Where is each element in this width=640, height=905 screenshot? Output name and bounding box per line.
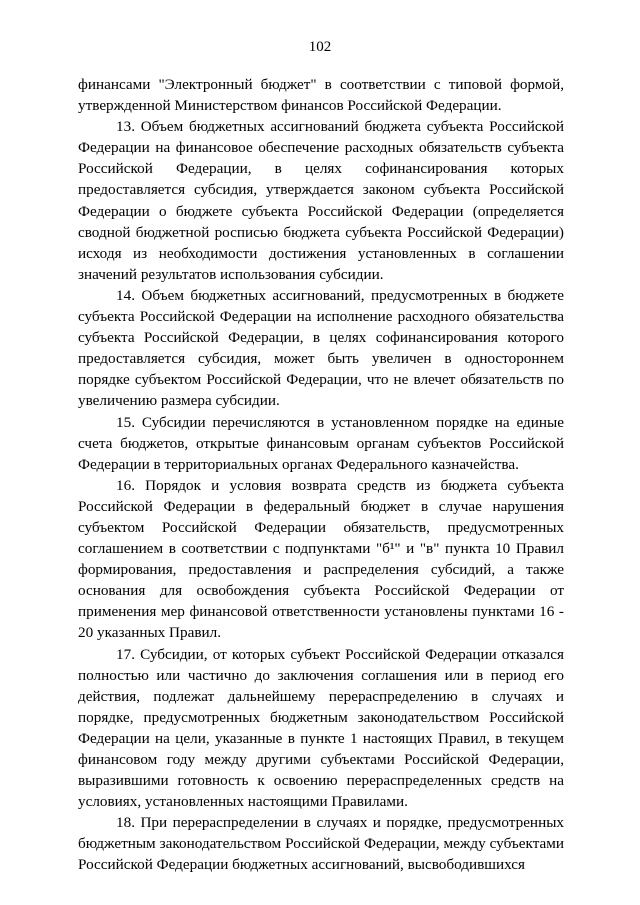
- paragraph-13: 13. Объем бюджетных ассигнований бюджета субъекта Российской Федерации на финансовое обеспечение расходных обязательств субъекта Российской Федерации, в целях софинансирования которых предоставляется субсидия, утверждается законом субъекта Российской Федерации о бюджете субъекта Российской Федерации (определяется сводной бюджетной росписью бюджета субъекта Российской Федерации) исходя из необходимости достижения установленных в соглашении значений результатов использования субсидии.: [78, 118, 564, 283]
- paragraph-14: 14. Объем бюджетных ассигнований, предусмотренных в бюджете субъекта Российской Федерации на исполнение расходного обязательства субъекта Российской Федерации, в целях софинансирования которого предоставляется субсидия, может быть увеличен в одностороннем порядке субъектом Российской Федерации, что не влечет обязательств по увеличению размера субсидии.: [78, 286, 564, 410]
- paragraph-18: 18. При перераспределении в случаях и порядке, предусмотренных бюджетным законодательством Российской Федерации, между субъектами Российской Федерации бюджетных ассигнований, высвободившихся: [78, 814, 564, 874]
- document-body: [78, 74, 564, 876]
- paragraph-17: 17. Субсидии, от которых субъект Российской Федерации отказался полностью или частично до заключения соглашения или в период его действия, подлежат дальнейшему перераспределению в случаях и порядке, предусмотренных бюджетным законодательством Российской Федерации на цели, указанные в пункте 1 настоящих Правил, в текущем финансовом году между другими субъектами Российской Федерации, выразившими готовность к освоению перераспределенных средств на условиях, установленных настоящими Правилами.: [78, 645, 564, 811]
- paragraph-15: 15. Субсидии перечисляются в установленном порядке на единые счета бюджетов, открытые финансовым органам субъектов Российской Федерации в территориальных органах Федерального казначейства.: [78, 413, 564, 473]
- paragraph-continuation: финансами "Электронный бюджет" в соответствии с типовой формой, утвержденной Министерством финансов Российской Федерации.: [78, 76, 564, 115]
- paragraph-16: 16. Порядок и условия возврата средств из бюджета субъекта Российской Федерации в федеральный бюджет в случае нарушения субъектом Российской Федерации обязательств, предусмотренных соглашением в соответствии с подпунктами "б¹" и "в" пункта 10 Правил формирования, предоставления и распределения субсидий, а также основания для освобождения субъекта Российской Федерации от применения мер финансовой ответственности установлены пунктами 16 - 20 указанных Правил.: [78, 476, 564, 642]
- page-number: 102: [308, 39, 332, 55]
